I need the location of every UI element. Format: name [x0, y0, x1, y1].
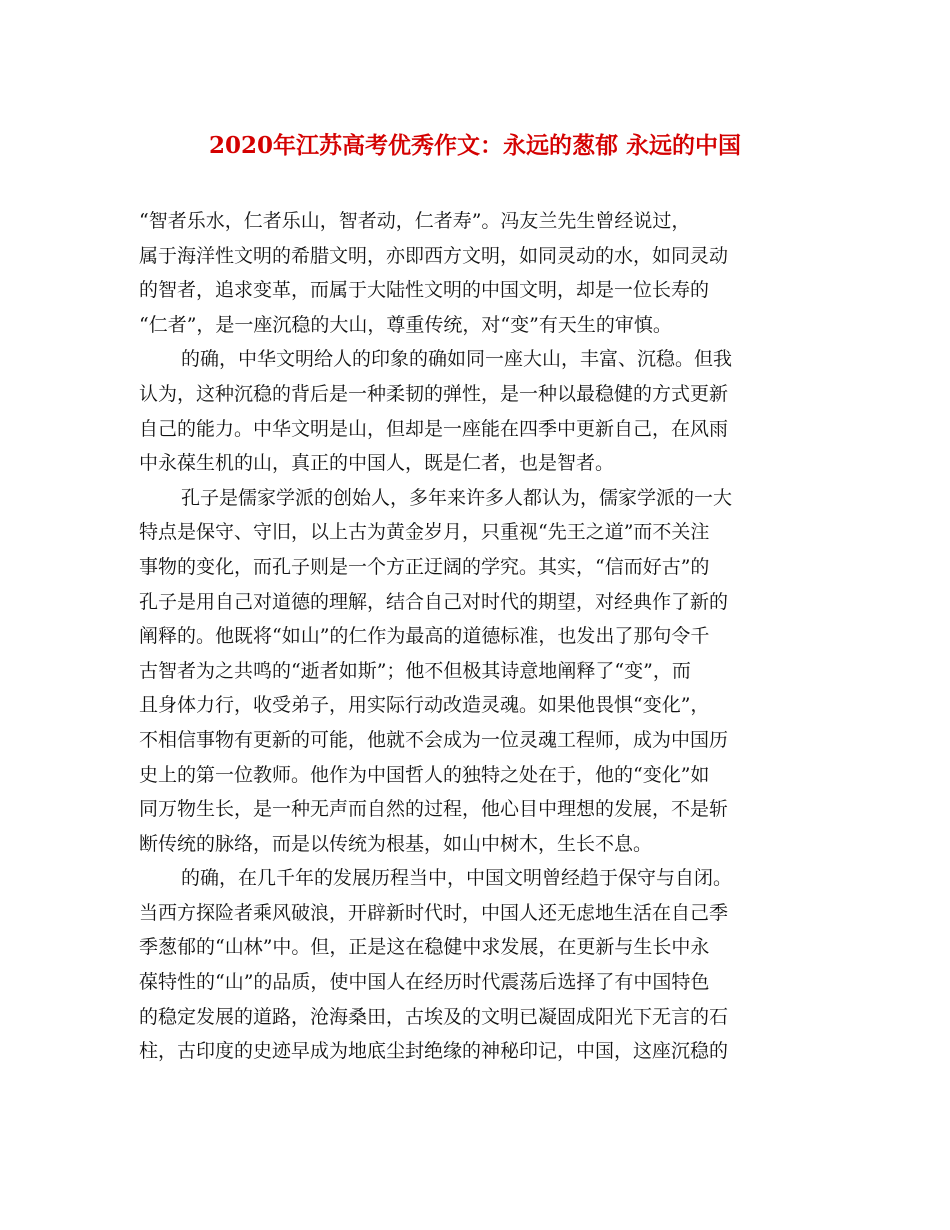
- paragraph-line: 古智者为之共鸣的“逝者如斯”；他不但极其诗意地阐释了“变”，而: [139, 659, 691, 682]
- paragraph-line: 中永葆生机的山，真正的中国人，既是仁者，也是智者。: [139, 452, 615, 475]
- paragraph-line: 孔子是用自己对道德的理解，结合自己对时代的期望，对经典作了新的: [139, 590, 729, 613]
- paragraph-line: “智者乐水，仁者乐山，智者动，仁者寿”。冯友兰先生曾经说过，: [139, 210, 691, 232]
- paragraph-line: 当西方探险者乘风破浪，开辟新时代时，中国人还无虑地生活在自己季: [139, 901, 729, 924]
- paragraph-line: 阐释的。他既将“如山”的仁作为最高的道德标准，也发出了那句令千: [139, 625, 710, 648]
- document-title: 2020年江苏高考优秀作文：永远的葱郁 永远的中国: [208, 132, 742, 159]
- paragraph-line: 自己的能力。中华文明是山，但却是一座能在四季中更新自己，在风雨: [139, 417, 729, 440]
- paragraph: [139, 861, 815, 1069]
- paragraph-line: 且身体力行，收受弟子，用实际行动改造灵魂。如果他畏惧“变化”，: [139, 694, 710, 717]
- paragraph-line: 季葱郁的“山林”中。但，正是这在稳健中求发展，在更新与生长中永: [139, 936, 710, 959]
- paragraph-line: 的确，中华文明给人的印象的确如同一座大山，丰富、沉稳。但我: [181, 348, 733, 371]
- paragraph: [139, 342, 815, 480]
- paragraph-line: 史上的第一位教师。他作为中国哲人的独特之处在于，他的“变化”如: [139, 763, 710, 786]
- paragraph-line: 同万物生长，是一种无声而自然的过程，他心目中理想的发展，不是斩: [139, 798, 729, 821]
- paragraph-line: 属于海洋性文明的希腊文明，亦即西方文明，如同灵动的水，如同灵动: [139, 244, 729, 267]
- paragraph-line: 特点是保守、守旧，以上古为黄金岁月，只重视“先王之道”而不关注: [139, 521, 710, 544]
- paragraph: [139, 204, 815, 342]
- document-body: [139, 204, 815, 1069]
- paragraph: [139, 481, 815, 862]
- paragraph-line: 不相信事物有更新的可能，他就不会成为一位灵魂工程师，成为中国历: [139, 728, 729, 751]
- paragraph-line: 的智者，追求变革，而属于大陆性文明的中国文明，却是一位长寿的: [139, 279, 710, 302]
- paragraph-line: 葆特性的“山”的品质，使中国人在经历时代震荡后选择了有中国特色: [139, 971, 710, 994]
- paragraph-line: 的稳定发展的道路，沧海桑田，古埃及的文明已凝固成阳光下无言的石: [139, 1005, 729, 1028]
- paragraph-line: 断传统的脉络，而是以传统为根基，如山中树木，生长不息。: [139, 832, 653, 855]
- paragraph-line: 柱，古印度的史迹早成为地底尘封绝缘的神秘印记，中国，这座沉稳的: [139, 1040, 729, 1063]
- paragraph-line: 认为，这种沉稳的背后是一种柔韧的弹性，是一种以最稳健的方式更新: [139, 382, 729, 405]
- paragraph-line: 事物的变化，而孔子则是一个方正迂阔的学究。其实，“信而好古”的: [139, 555, 710, 578]
- paragraph-line: 的确，在几千年的发展历程当中，中国文明曾经趋于保守与自闭。: [181, 867, 733, 890]
- paragraph-line: “仁者”，是一座沉稳的大山，尊重传统，对“变”有天生的审慎。: [139, 313, 672, 336]
- paragraph-line: 孔子是儒家学派的创始人，多年来许多人都认为，儒家学派的一大: [181, 486, 733, 509]
